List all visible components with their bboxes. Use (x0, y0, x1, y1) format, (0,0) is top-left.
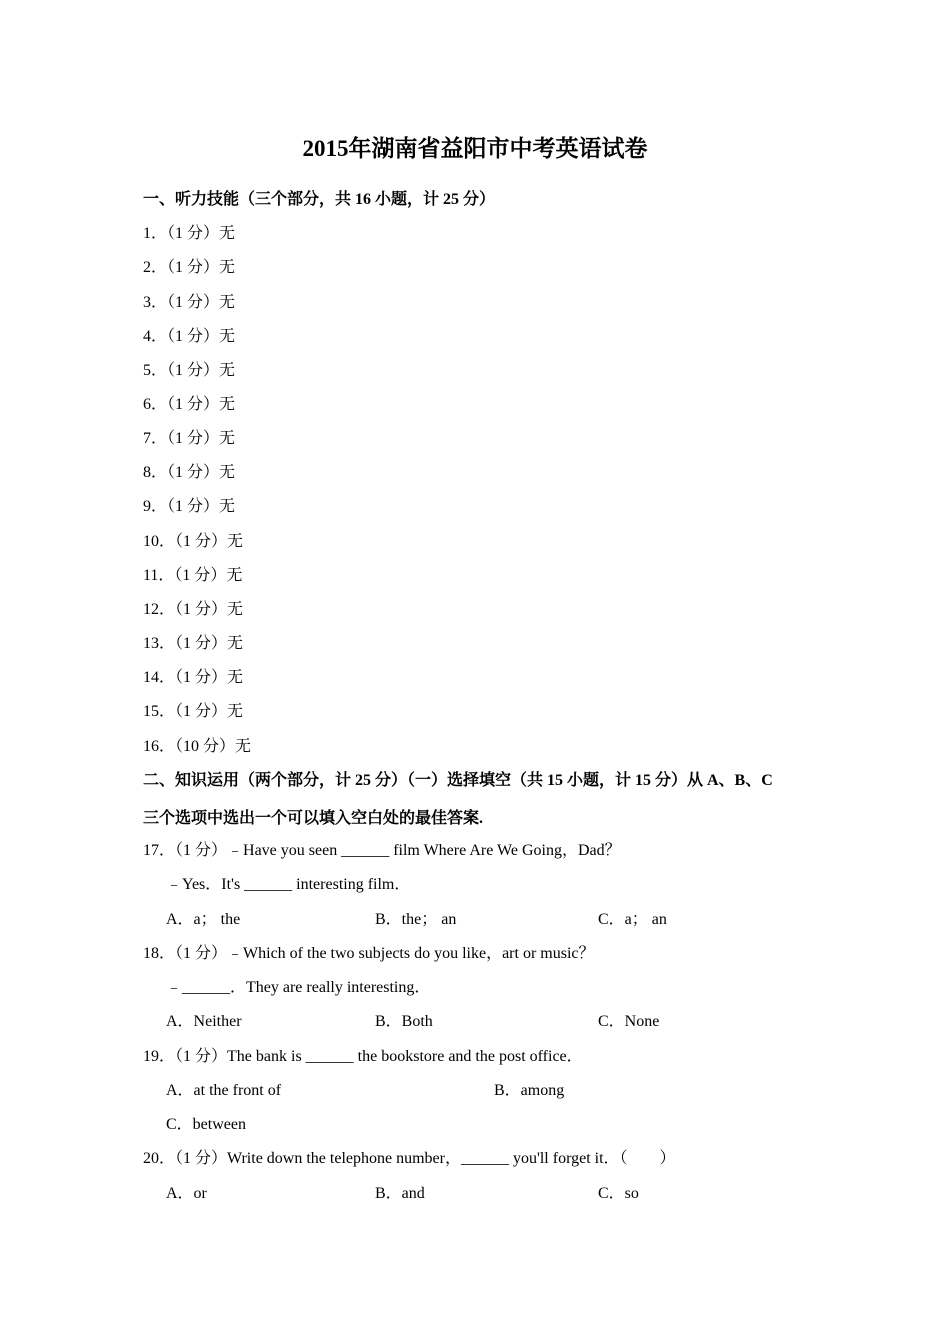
item-text: （1 分）无 (167, 362, 236, 379)
item-text: （10 分）无 (175, 738, 252, 755)
item-number: 2． (143, 259, 168, 276)
list-item (143, 224, 235, 244)
option-c: C．between (166, 1116, 246, 1133)
item-number: 4． (143, 328, 168, 345)
question-text: （1 分）The bank is ______ the bookstore and the post office． (175, 1048, 583, 1065)
question-number: 17． (143, 842, 176, 859)
question-text: （1 分）Write down the telephone number，______ you'll forget it．（ ） (175, 1150, 676, 1167)
question-17 (143, 841, 621, 861)
item-number: 11． (143, 567, 175, 584)
question-18 (143, 944, 595, 964)
section2-heading-cont: 三个选项中选出一个可以填入空白处的最佳答案. (143, 810, 484, 827)
list-item (143, 429, 235, 449)
list-item (143, 497, 235, 517)
option-c: C．so (598, 1185, 639, 1202)
item-number: 5． (143, 362, 168, 379)
item-text: （1 分）无 (167, 294, 236, 311)
item-text: （1 分）无 (175, 635, 244, 652)
item-text: （1 分）无 (175, 601, 244, 618)
list-item (143, 361, 235, 381)
option-c: C．None (598, 1013, 660, 1030)
option-a: A．Neither (166, 1013, 242, 1030)
item-number: 3． (143, 294, 168, 311)
item-text: （1 分）无 (167, 464, 236, 481)
list-item (143, 463, 235, 483)
item-text: （1 分）无 (175, 533, 244, 550)
list-item (143, 737, 251, 757)
question-number: 18． (143, 945, 176, 962)
list-item (143, 293, 235, 313)
item-number: 15． (143, 703, 176, 720)
item-number: 9． (143, 498, 168, 515)
item-number: 12． (143, 601, 176, 618)
list-item (143, 566, 242, 586)
item-text: （1 分）无 (167, 430, 236, 447)
list-item (143, 327, 235, 347)
list-item (143, 258, 235, 278)
question-text: （1 分）﹣Which of the two subjects do you like，art or music？ (175, 945, 595, 962)
list-item (143, 634, 243, 654)
item-text: （1 分）无 (175, 669, 244, 686)
item-text: （1 分）无 (167, 498, 236, 515)
item-number: 13． (143, 635, 176, 652)
item-text: （1 分）无 (167, 225, 236, 242)
option-a: A．at the front of (166, 1082, 282, 1099)
question-20 (143, 1149, 676, 1169)
item-text: （1 分）无 (175, 703, 244, 720)
item-number: 16． (143, 738, 176, 755)
item-text: （1 分）无 (167, 396, 236, 413)
option-b: B．the； an (375, 911, 457, 928)
item-number: 10． (143, 533, 176, 550)
item-number: 6． (143, 396, 168, 413)
question-18-reply: ﹣______．They are really interesting． (166, 979, 431, 996)
list-item (143, 600, 243, 620)
option-a: A．a； the (166, 911, 241, 928)
option-a: A．or (166, 1185, 207, 1202)
item-text: （1 分）无 (167, 259, 236, 276)
question-text: （1 分）﹣Have you seen ______ film Where Are We Going，Dad？ (175, 842, 621, 859)
item-text: （1 分）无 (174, 567, 243, 584)
section2-heading: 二、知识运用（两个部分，计 25 分）（一）选择填空（共 15 小题，计 15 分）从 A、B、C (143, 772, 773, 789)
list-item (143, 702, 243, 722)
item-text: （1 分）无 (167, 328, 236, 345)
question-number: 20． (143, 1150, 176, 1167)
item-number: 1． (143, 225, 168, 242)
question-17-reply: ﹣Yes．It's ______ interesting film． (166, 876, 411, 893)
item-number: 8． (143, 464, 168, 481)
option-b: B．among (494, 1082, 565, 1099)
section1-heading: 一、听力技能（三个部分，共 16 小题，计 25 分） (143, 191, 496, 208)
option-c: C．a； an (598, 911, 667, 928)
list-item (143, 395, 235, 415)
option-b: B．and (375, 1185, 425, 1202)
list-item (143, 532, 243, 552)
item-number: 14． (143, 669, 176, 686)
item-number: 7． (143, 430, 168, 447)
page-title: 2015年湖南省益阳市中考英语试卷 (302, 136, 648, 161)
question-19 (143, 1047, 583, 1067)
option-b: B．Both (375, 1013, 433, 1030)
list-item (143, 668, 243, 688)
question-number: 19． (143, 1048, 176, 1065)
